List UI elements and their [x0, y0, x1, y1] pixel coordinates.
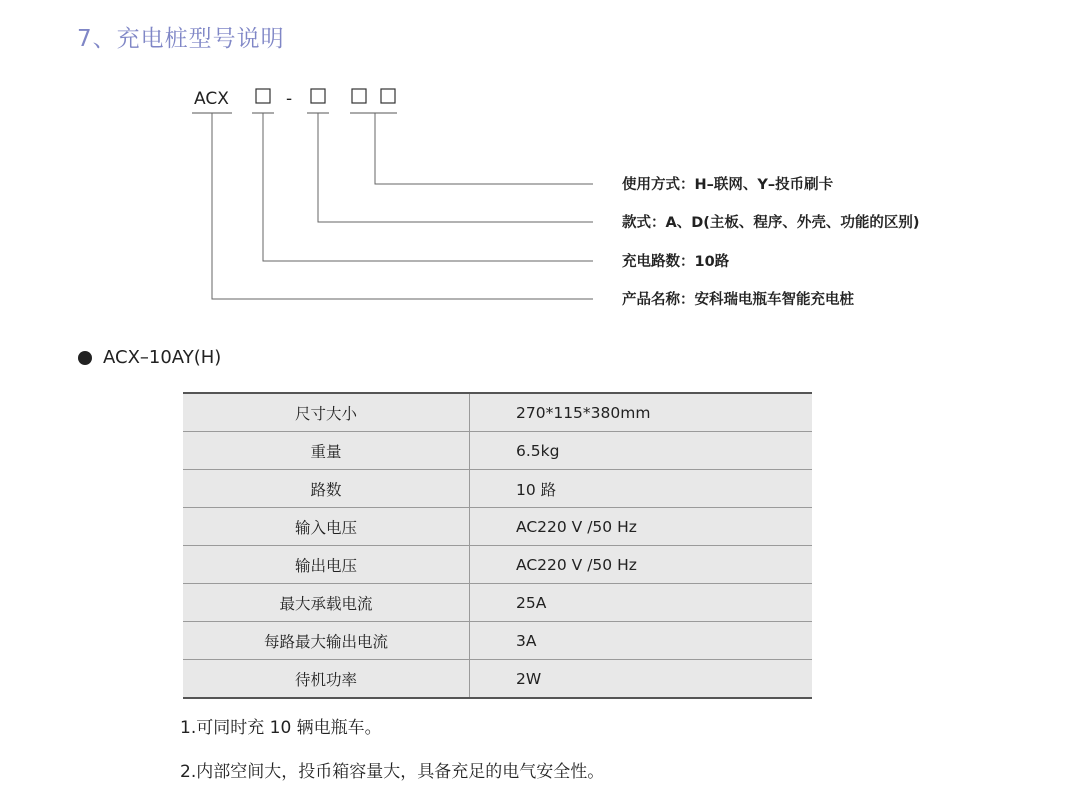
spec-name: 尺寸大小: [183, 393, 470, 432]
leader-product: [212, 113, 593, 299]
feature-note-2: 2.内部空间大，投币箱容量大，具备充足的电气安全性。: [180, 762, 605, 782]
table-row: [183, 546, 812, 584]
spec-value: AC220 V /50 Hz: [470, 546, 813, 584]
table-row: [183, 432, 812, 470]
table-row: [183, 508, 812, 546]
spec-value: 270*115*380mm: [470, 393, 813, 432]
code-box-mode-2: [381, 89, 395, 103]
model-code-diagram: [0, 0, 1071, 340]
leader-mode: [375, 113, 593, 184]
code-dash: -: [286, 89, 293, 109]
spec-value: 10 路: [470, 470, 813, 508]
spec-value: 2W: [516, 669, 542, 688]
spec-name: 每路最大输出电流: [183, 622, 470, 660]
legend-style: 款式：A、D(主板、程序、外壳、功能的区别): [622, 215, 920, 231]
code-box-circuits: [256, 89, 270, 103]
variant-title: ACX–10AY(H): [103, 347, 222, 368]
table-row: [183, 584, 812, 622]
code-box-style: [311, 89, 325, 103]
spec-name: 输出电压: [183, 546, 470, 584]
table-row: [183, 622, 812, 660]
leader-circuits: [263, 113, 593, 261]
legend-mode: 使用方式：H–联网、Y–投币刷卡: [622, 177, 834, 193]
spec-name: 输入电压: [183, 508, 470, 546]
spec-value: AC220 V /50 Hz: [470, 508, 813, 546]
spec-name: 待机功率: [183, 660, 470, 699]
code-box-mode-1: [352, 89, 366, 103]
table-row: [183, 393, 812, 432]
spec-value: 6.5kg: [470, 432, 813, 470]
spec-value: 25A: [470, 584, 813, 622]
variant-heading: [78, 347, 221, 368]
table-row: [183, 660, 812, 699]
spec-name: 重量: [183, 432, 470, 470]
table-row: [183, 470, 812, 508]
spec-table: [183, 392, 812, 699]
section-title: 7、充电桩型号说明: [77, 26, 285, 52]
feature-note-1: 1.可同时充 10 辆电瓶车。: [180, 718, 382, 738]
leader-style: [318, 113, 593, 222]
bullet-icon: [78, 351, 92, 365]
legend-product: 产品名称：安科瑞电瓶车智能充电桩: [622, 292, 854, 308]
spec-name: 路数: [183, 470, 470, 508]
spec-name: 最大承载电流: [183, 584, 470, 622]
spec-value: 3A: [470, 622, 813, 660]
legend-circuits: 充电路数：10路: [622, 254, 730, 270]
model-prefix: ACX: [194, 89, 229, 109]
